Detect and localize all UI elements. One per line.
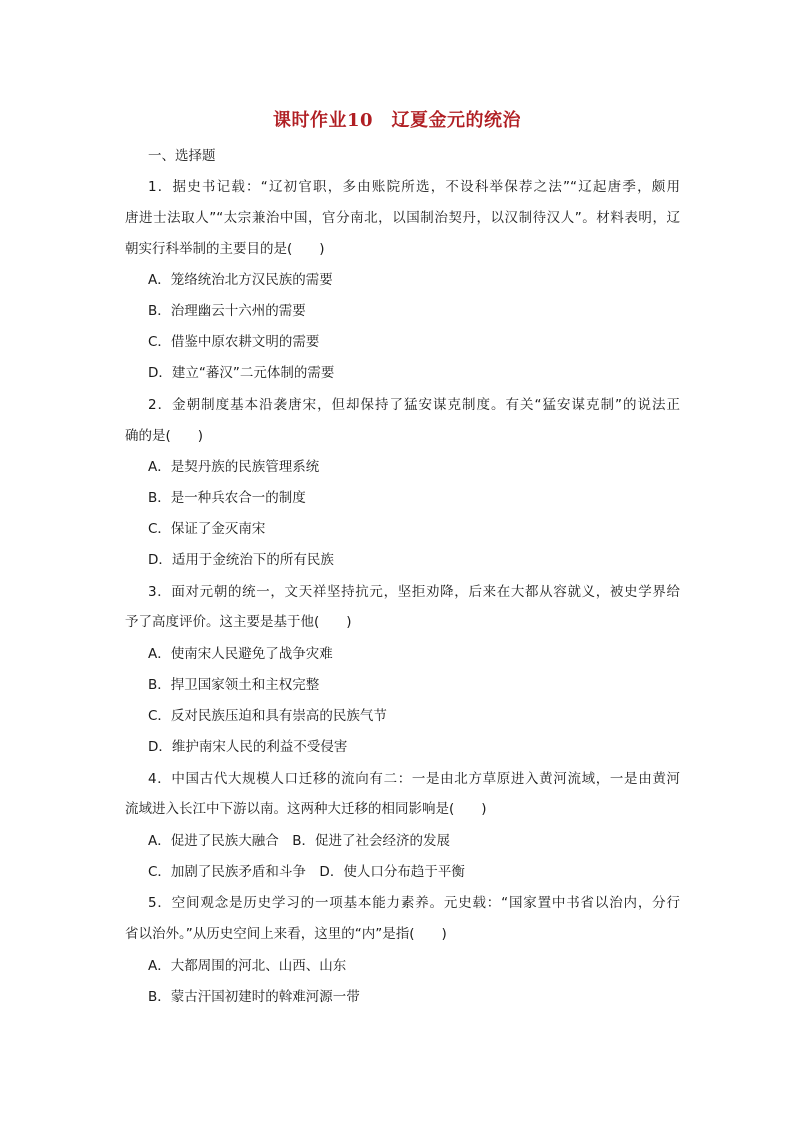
question-5-option-a: A．大都周围的河北、山西、山东: [148, 958, 347, 974]
question-4-line-2: 流域进入长江中下游以南。这两种大迁移的相同影响是( ): [125, 801, 487, 817]
question-5-option-b: B．蒙古汗国初建时的斡难河源一带: [148, 989, 360, 1005]
question-1-line-3: 朝实行科举制的主要目的是( ): [125, 241, 325, 257]
question-1-option-b: B．治理幽云十六州的需要: [148, 303, 306, 319]
question-1-option-d: D．建立“蕃汉”二元体制的需要: [148, 365, 335, 381]
question-3-line-1: 3．面对元朝的统一，文天祥坚持抗元，坚拒劝降，后来在大都从容就义，被史学界给: [148, 584, 680, 600]
question-2-option-c: C．保证了金灭南宋: [148, 521, 266, 537]
question-2-line-2: 确的是( ): [125, 428, 204, 444]
question-1-line-2: 唐进士法取人”“太宗兼治中国，官分南北，以国制治契丹，以汉制待汉人”。材料表明，辽: [125, 210, 680, 226]
page-title: 课时作业10 辽夏金元的统治: [272, 110, 522, 131]
question-1-option-c: C．借鉴中原农耕文明的需要: [148, 334, 320, 350]
question-3-option-c: C．反对民族压迫和具有崇高的民族气节: [148, 708, 387, 724]
question-3-line-2: 予了高度评价。这主要是基于他( ): [125, 614, 352, 630]
question-5-line-2: 省以治外。”从历史空间上来看，这里的“内”是指( ): [125, 926, 447, 942]
question-1-option-a: A．笼络统治北方汉民族的需要: [148, 272, 333, 288]
question-4-line-1: 4．中国古代大规模人口迁移的流向有二：一是由北方草原进入黄河流域，一是由黄河: [148, 771, 680, 787]
question-2-line-1: 2．金朝制度基本沿袭唐宋，但却保持了猛安谋克制度。有关“猛安谋克制”的说法正: [148, 397, 680, 413]
section-heading: 一、选择题: [148, 148, 216, 164]
question-2-option-a: A．是契丹族的民族管理系统: [148, 459, 320, 475]
question-3-option-b: B．捍卫国家领土和主权完整: [148, 677, 320, 693]
question-3-option-a: A．使南宋人民避免了战争灾难: [148, 646, 333, 662]
question-4-option-ab: A．促进了民族大融合 B．促进了社会经济的发展: [148, 833, 450, 849]
question-4-option-cd: C．加剧了民族矛盾和斗争 D．使人口分布趋于平衡: [148, 864, 465, 880]
question-5-line-1: 5．空间观念是历史学习的一项基本能力素养。元史载：“国家置中书省以治内，分行: [148, 895, 680, 911]
question-2-option-b: B．是一种兵农合一的制度: [148, 490, 306, 506]
question-3-option-d: D．维护南宋人民的利益不受侵害: [148, 739, 348, 755]
question-1-line-1: 1．据史书记载：“辽初官职，多由账院所选，不设科举保荐之法”“辽起唐季，颇用: [148, 179, 680, 195]
question-2-option-d: D．适用于金统治下的所有民族: [148, 552, 334, 568]
